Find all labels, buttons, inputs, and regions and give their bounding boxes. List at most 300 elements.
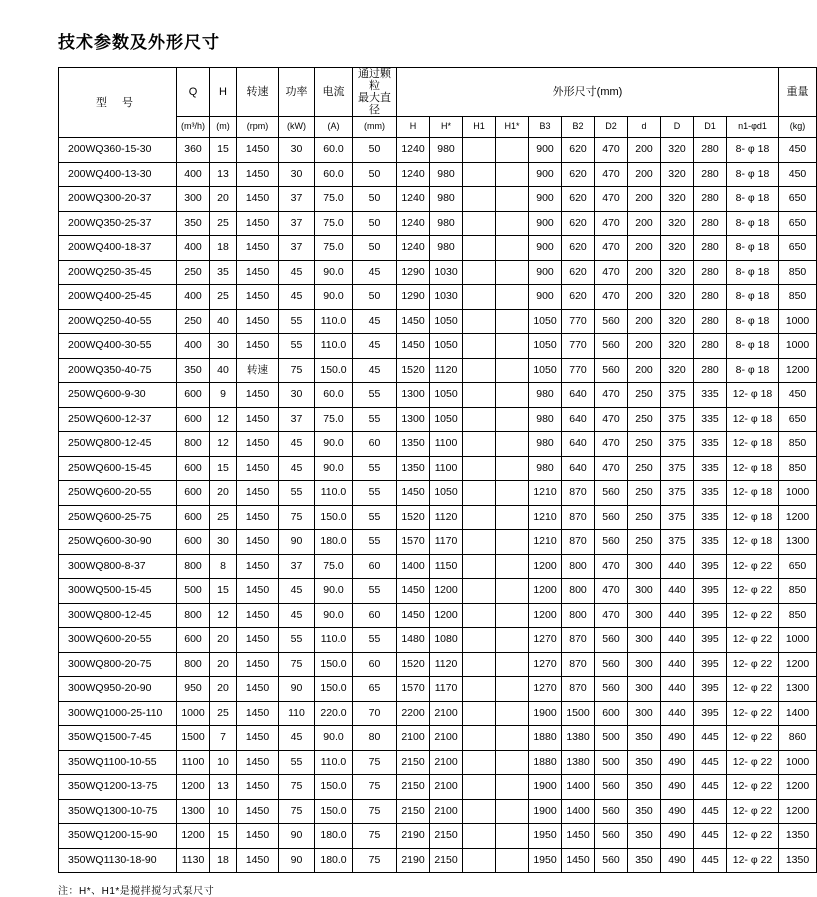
cell-dim-8: 490 — [661, 799, 694, 824]
cell-dim-0: 2190 — [397, 848, 430, 873]
cell-dim-8: 375 — [661, 481, 694, 506]
cell-weight: 1200 — [779, 775, 817, 800]
cell-dim-3 — [496, 799, 529, 824]
cell-current: 220.0 — [315, 701, 353, 726]
cell-model: 300WQ1000-25-110 — [59, 701, 177, 726]
cell-model: 300WQ800-8-37 — [59, 554, 177, 579]
cell-dim-9: 280 — [694, 236, 727, 261]
col-header-particle — [353, 68, 397, 117]
cell-dim-4: 1200 — [529, 554, 562, 579]
table-row — [59, 554, 817, 579]
cell-dim-7: 200 — [628, 236, 661, 261]
cell-dim-7: 200 — [628, 211, 661, 236]
cell-power: 55 — [279, 750, 315, 775]
cell-current: 90.0 — [315, 260, 353, 285]
cell-dim-2 — [463, 652, 496, 677]
cell-current: 150.0 — [315, 652, 353, 677]
cell-model: 250WQ600-30-90 — [59, 530, 177, 555]
cell-dim-4: 1050 — [529, 358, 562, 383]
cell-dim-6: 500 — [595, 726, 628, 751]
cell-dim-8: 320 — [661, 260, 694, 285]
cell-weight: 1200 — [779, 652, 817, 677]
cell-dim-7: 200 — [628, 334, 661, 359]
cell-dim-6: 470 — [595, 138, 628, 163]
cell-dim-5: 620 — [562, 285, 595, 310]
cell-dim-3 — [496, 236, 529, 261]
cell-particle: 80 — [353, 726, 397, 751]
cell-dim-6: 560 — [595, 677, 628, 702]
cell-dim-7: 300 — [628, 603, 661, 628]
table-row — [59, 334, 817, 359]
cell-dim-3 — [496, 211, 529, 236]
cell-dim-9: 395 — [694, 603, 727, 628]
cell-dim-7: 350 — [628, 775, 661, 800]
cell-dim-3 — [496, 334, 529, 359]
dim-col-header-9: D1 — [694, 117, 727, 138]
cell-dim-10: 12- φ 18 — [727, 456, 779, 481]
cell-power: 45 — [279, 726, 315, 751]
cell-dim-9: 445 — [694, 848, 727, 873]
unit-h: (m) — [210, 117, 237, 138]
cell-weight: 1400 — [779, 701, 817, 726]
cell-dim-0: 1450 — [397, 334, 430, 359]
cell-dim-1: 1120 — [430, 505, 463, 530]
cell-dim-3 — [496, 260, 529, 285]
cell-dim-10: 8- φ 18 — [727, 187, 779, 212]
cell-dim-1: 2100 — [430, 750, 463, 775]
cell-dim-1: 1050 — [430, 383, 463, 408]
cell-dim-1: 980 — [430, 162, 463, 187]
cell-dim-3 — [496, 358, 529, 383]
cell-dim-0: 1300 — [397, 383, 430, 408]
cell-dim-1: 1200 — [430, 603, 463, 628]
cell-speed: 1450 — [237, 579, 279, 604]
cell-particle: 65 — [353, 677, 397, 702]
cell-h: 12 — [210, 407, 237, 432]
cell-dim-3 — [496, 750, 529, 775]
cell-weight: 850 — [779, 285, 817, 310]
cell-dim-7: 300 — [628, 579, 661, 604]
cell-dim-8: 320 — [661, 236, 694, 261]
cell-dim-8: 375 — [661, 505, 694, 530]
cell-dim-7: 200 — [628, 260, 661, 285]
cell-dim-6: 470 — [595, 407, 628, 432]
table-row — [59, 530, 817, 555]
unit-q: (m³/h) — [177, 117, 210, 138]
cell-dim-5: 620 — [562, 187, 595, 212]
cell-dim-5: 800 — [562, 603, 595, 628]
cell-dim-5: 640 — [562, 407, 595, 432]
cell-dim-8: 375 — [661, 456, 694, 481]
cell-dim-10: 8- φ 18 — [727, 260, 779, 285]
dim-col-header-7: d — [628, 117, 661, 138]
cell-q: 500 — [177, 579, 210, 604]
cell-model: 350WQ1130-18-90 — [59, 848, 177, 873]
page-title: 技术参数及外形尺寸 — [58, 33, 220, 52]
cell-dim-5: 620 — [562, 211, 595, 236]
cell-current: 75.0 — [315, 407, 353, 432]
cell-speed: 1450 — [237, 824, 279, 849]
cell-dim-3 — [496, 162, 529, 187]
cell-h: 30 — [210, 530, 237, 555]
cell-q: 250 — [177, 260, 210, 285]
cell-q: 600 — [177, 505, 210, 530]
table-row — [59, 407, 817, 432]
cell-particle: 60 — [353, 652, 397, 677]
cell-dim-2 — [463, 432, 496, 457]
unit-weight: (kg) — [779, 117, 817, 138]
cell-dim-1: 1170 — [430, 677, 463, 702]
cell-h: 25 — [210, 285, 237, 310]
cell-dim-0: 1450 — [397, 481, 430, 506]
cell-speed: 1450 — [237, 848, 279, 873]
cell-dim-2 — [463, 505, 496, 530]
cell-current: 90.0 — [315, 456, 353, 481]
cell-current: 110.0 — [315, 750, 353, 775]
cell-dim-10: 12- φ 22 — [727, 579, 779, 604]
cell-speed: 1450 — [237, 236, 279, 261]
dim-col-header-1: H* — [430, 117, 463, 138]
cell-dim-5: 870 — [562, 530, 595, 555]
cell-model: 350WQ1300-10-75 — [59, 799, 177, 824]
cell-weight: 650 — [779, 554, 817, 579]
cell-speed: 1450 — [237, 554, 279, 579]
cell-h: 18 — [210, 848, 237, 873]
table-row — [59, 726, 817, 751]
cell-dim-10: 12- φ 22 — [727, 628, 779, 653]
cell-power: 90 — [279, 824, 315, 849]
cell-dim-9: 395 — [694, 579, 727, 604]
cell-dim-1: 2100 — [430, 775, 463, 800]
cell-current: 90.0 — [315, 285, 353, 310]
table-row — [59, 677, 817, 702]
cell-q: 1000 — [177, 701, 210, 726]
cell-dim-6: 560 — [595, 358, 628, 383]
cell-q: 250 — [177, 309, 210, 334]
cell-dim-1: 1050 — [430, 407, 463, 432]
cell-dim-3 — [496, 603, 529, 628]
cell-dim-3 — [496, 309, 529, 334]
cell-dim-7: 200 — [628, 138, 661, 163]
cell-q: 400 — [177, 334, 210, 359]
cell-dim-4: 900 — [529, 236, 562, 261]
cell-dim-3 — [496, 726, 529, 751]
cell-dim-6: 470 — [595, 603, 628, 628]
cell-dim-7: 300 — [628, 652, 661, 677]
cell-speed: 1450 — [237, 407, 279, 432]
cell-current: 180.0 — [315, 530, 353, 555]
cell-h: 25 — [210, 505, 237, 530]
cell-dim-7: 250 — [628, 456, 661, 481]
cell-dim-2 — [463, 824, 496, 849]
cell-current: 90.0 — [315, 726, 353, 751]
cell-weight: 1000 — [779, 334, 817, 359]
cell-speed: 1450 — [237, 628, 279, 653]
cell-dim-9: 335 — [694, 456, 727, 481]
cell-h: 10 — [210, 799, 237, 824]
cell-dim-5: 1380 — [562, 726, 595, 751]
cell-dim-6: 470 — [595, 554, 628, 579]
cell-dim-2 — [463, 554, 496, 579]
cell-dim-0: 2150 — [397, 775, 430, 800]
cell-dim-4: 900 — [529, 138, 562, 163]
cell-q: 400 — [177, 285, 210, 310]
cell-h: 35 — [210, 260, 237, 285]
cell-particle: 50 — [353, 236, 397, 261]
cell-model: 200WQ400-25-45 — [59, 285, 177, 310]
cell-power: 90 — [279, 677, 315, 702]
cell-dim-4: 900 — [529, 285, 562, 310]
cell-current: 75.0 — [315, 554, 353, 579]
cell-dim-8: 375 — [661, 432, 694, 457]
unit-speed: (rpm) — [237, 117, 279, 138]
cell-dim-2 — [463, 162, 496, 187]
cell-dim-9: 335 — [694, 383, 727, 408]
cell-power: 30 — [279, 138, 315, 163]
cell-dim-7: 300 — [628, 628, 661, 653]
cell-dim-6: 560 — [595, 505, 628, 530]
table-row — [59, 603, 817, 628]
cell-dim-10: 8- φ 18 — [727, 236, 779, 261]
cell-dim-5: 800 — [562, 554, 595, 579]
cell-model: 300WQ800-12-45 — [59, 603, 177, 628]
cell-dim-8: 440 — [661, 579, 694, 604]
cell-dim-9: 280 — [694, 138, 727, 163]
cell-dim-0: 1240 — [397, 236, 430, 261]
cell-dim-10: 12- φ 18 — [727, 505, 779, 530]
cell-dim-10: 12- φ 18 — [727, 383, 779, 408]
cell-h: 10 — [210, 750, 237, 775]
cell-dim-2 — [463, 138, 496, 163]
cell-dim-5: 620 — [562, 236, 595, 261]
cell-dim-9: 445 — [694, 799, 727, 824]
cell-dim-8: 320 — [661, 285, 694, 310]
cell-dim-6: 560 — [595, 824, 628, 849]
cell-model: 200WQ250-35-45 — [59, 260, 177, 285]
cell-dim-3 — [496, 505, 529, 530]
cell-current: 60.0 — [315, 383, 353, 408]
cell-dim-0: 1350 — [397, 432, 430, 457]
cell-dim-0: 1570 — [397, 677, 430, 702]
cell-speed: 1450 — [237, 775, 279, 800]
cell-model: 300WQ500-15-45 — [59, 579, 177, 604]
cell-particle: 45 — [353, 358, 397, 383]
col-header-q: Q — [177, 68, 210, 117]
cell-particle: 45 — [353, 260, 397, 285]
cell-dim-3 — [496, 652, 529, 677]
cell-speed: 转速 — [237, 358, 279, 383]
cell-dim-6: 470 — [595, 456, 628, 481]
cell-dim-5: 1380 — [562, 750, 595, 775]
cell-dim-2 — [463, 750, 496, 775]
cell-dim-4: 1270 — [529, 652, 562, 677]
cell-dim-2 — [463, 187, 496, 212]
cell-dim-2 — [463, 309, 496, 334]
cell-dim-5: 770 — [562, 309, 595, 334]
cell-speed: 1450 — [237, 309, 279, 334]
cell-weight: 650 — [779, 407, 817, 432]
cell-power: 30 — [279, 162, 315, 187]
cell-power: 75 — [279, 652, 315, 677]
cell-current: 150.0 — [315, 677, 353, 702]
cell-dim-9: 395 — [694, 628, 727, 653]
cell-dim-3 — [496, 628, 529, 653]
cell-dim-4: 980 — [529, 383, 562, 408]
cell-dim-3 — [496, 481, 529, 506]
cell-particle: 55 — [353, 505, 397, 530]
table-row — [59, 211, 817, 236]
cell-dim-1: 1150 — [430, 554, 463, 579]
cell-current: 110.0 — [315, 628, 353, 653]
cell-dim-8: 320 — [661, 334, 694, 359]
cell-particle: 50 — [353, 211, 397, 236]
cell-dim-0: 1300 — [397, 407, 430, 432]
cell-dim-2 — [463, 481, 496, 506]
cell-h: 15 — [210, 824, 237, 849]
cell-dim-2 — [463, 236, 496, 261]
cell-dim-5: 770 — [562, 358, 595, 383]
specifications-table — [58, 67, 817, 873]
cell-q: 1500 — [177, 726, 210, 751]
cell-weight: 650 — [779, 236, 817, 261]
col-header-h: H — [210, 68, 237, 117]
cell-dim-10: 12- φ 22 — [727, 750, 779, 775]
cell-weight: 1200 — [779, 358, 817, 383]
cell-dim-6: 600 — [595, 701, 628, 726]
cell-dim-4: 1200 — [529, 579, 562, 604]
cell-particle: 55 — [353, 579, 397, 604]
cell-dim-10: 8- φ 18 — [727, 285, 779, 310]
cell-weight: 1000 — [779, 750, 817, 775]
cell-dim-5: 870 — [562, 628, 595, 653]
cell-dim-2 — [463, 456, 496, 481]
dim-col-header-3: H1* — [496, 117, 529, 138]
cell-dim-6: 470 — [595, 432, 628, 457]
cell-q: 600 — [177, 383, 210, 408]
table-row — [59, 432, 817, 457]
cell-h: 18 — [210, 236, 237, 261]
cell-dim-6: 560 — [595, 848, 628, 873]
cell-dim-9: 335 — [694, 432, 727, 457]
cell-weight: 450 — [779, 138, 817, 163]
cell-dim-7: 300 — [628, 554, 661, 579]
cell-particle: 55 — [353, 628, 397, 653]
cell-dim-0: 1480 — [397, 628, 430, 653]
cell-dim-5: 870 — [562, 481, 595, 506]
cell-dim-4: 980 — [529, 456, 562, 481]
cell-h: 20 — [210, 652, 237, 677]
cell-dim-9: 280 — [694, 211, 727, 236]
cell-dim-5: 640 — [562, 456, 595, 481]
header-row-primary — [59, 68, 817, 117]
cell-dim-8: 375 — [661, 383, 694, 408]
cell-dim-10: 12- φ 22 — [727, 799, 779, 824]
cell-dim-5: 870 — [562, 652, 595, 677]
cell-dim-10: 8- φ 18 — [727, 334, 779, 359]
col-header-model: 型 号 — [59, 68, 177, 138]
cell-dim-6: 470 — [595, 579, 628, 604]
cell-dim-10: 12- φ 22 — [727, 677, 779, 702]
cell-dim-7: 250 — [628, 383, 661, 408]
cell-dim-3 — [496, 530, 529, 555]
cell-dim-5: 640 — [562, 432, 595, 457]
cell-dim-3 — [496, 383, 529, 408]
cell-dim-7: 200 — [628, 187, 661, 212]
cell-current: 180.0 — [315, 848, 353, 873]
cell-model: 200WQ250-40-55 — [59, 309, 177, 334]
cell-particle: 50 — [353, 138, 397, 163]
cell-speed: 1450 — [237, 530, 279, 555]
cell-dim-2 — [463, 211, 496, 236]
cell-dim-8: 440 — [661, 603, 694, 628]
cell-dim-9: 280 — [694, 358, 727, 383]
cell-q: 1200 — [177, 824, 210, 849]
cell-dim-9: 335 — [694, 407, 727, 432]
cell-particle: 75 — [353, 775, 397, 800]
cell-dim-5: 800 — [562, 579, 595, 604]
cell-q: 800 — [177, 652, 210, 677]
cell-dim-8: 375 — [661, 407, 694, 432]
cell-h: 20 — [210, 187, 237, 212]
cell-dim-0: 1450 — [397, 603, 430, 628]
cell-q: 1200 — [177, 775, 210, 800]
cell-dim-3 — [496, 187, 529, 212]
unit-current: (A) — [315, 117, 353, 138]
cell-dim-5: 870 — [562, 677, 595, 702]
cell-dim-10: 8- φ 18 — [727, 309, 779, 334]
cell-dim-6: 560 — [595, 334, 628, 359]
cell-h: 15 — [210, 138, 237, 163]
particle-label-line1: 通过颗粒 — [358, 68, 391, 93]
cell-dim-7: 350 — [628, 824, 661, 849]
cell-dim-1: 2150 — [430, 824, 463, 849]
cell-q: 600 — [177, 481, 210, 506]
cell-dim-3 — [496, 432, 529, 457]
dim-col-header-0: H — [397, 117, 430, 138]
cell-dim-6: 560 — [595, 775, 628, 800]
cell-dim-1: 2150 — [430, 848, 463, 873]
cell-dim-6: 560 — [595, 481, 628, 506]
cell-dim-10: 12- φ 22 — [727, 652, 779, 677]
cell-weight: 1300 — [779, 530, 817, 555]
cell-dim-4: 900 — [529, 260, 562, 285]
cell-power: 75 — [279, 775, 315, 800]
cell-model: 350WQ1500-7-45 — [59, 726, 177, 751]
cell-dim-1: 980 — [430, 187, 463, 212]
cell-dim-6: 470 — [595, 162, 628, 187]
cell-speed: 1450 — [237, 701, 279, 726]
cell-weight: 850 — [779, 579, 817, 604]
cell-dim-10: 12- φ 18 — [727, 530, 779, 555]
cell-dim-10: 12- φ 22 — [727, 554, 779, 579]
cell-q: 360 — [177, 138, 210, 163]
cell-power: 90 — [279, 530, 315, 555]
cell-h: 40 — [210, 358, 237, 383]
cell-dim-1: 1030 — [430, 285, 463, 310]
cell-model: 250WQ600-12-37 — [59, 407, 177, 432]
cell-power: 45 — [279, 260, 315, 285]
cell-q: 1100 — [177, 750, 210, 775]
cell-dim-10: 12- φ 22 — [727, 603, 779, 628]
cell-power: 45 — [279, 285, 315, 310]
table-header — [59, 68, 817, 138]
cell-dim-4: 1050 — [529, 334, 562, 359]
cell-current: 110.0 — [315, 309, 353, 334]
cell-q: 800 — [177, 432, 210, 457]
cell-h: 13 — [210, 775, 237, 800]
particle-label-line2: 最大直径 — [358, 92, 391, 117]
cell-dim-2 — [463, 848, 496, 873]
